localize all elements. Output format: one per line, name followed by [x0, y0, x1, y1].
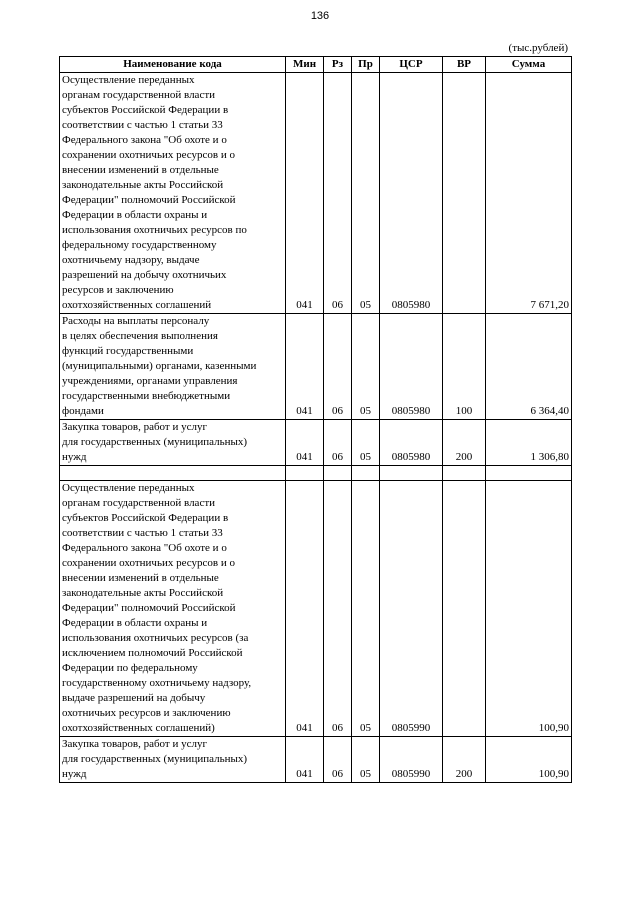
header-rz: Рз [324, 57, 352, 73]
row-rz: 06 [324, 420, 352, 466]
row-sum: 6 364,40 [486, 314, 572, 420]
row-vr: 200 [443, 420, 486, 466]
spacer-row [60, 466, 572, 481]
row-name: Осуществление переданных органам государственной власти субъектов Российской Федерации в соответствии с частью 1 статьи 33 Федерального закона "Об охоте и о сохранении охотничьих ресурсов и о внесении изменений в отдельные законодательные акты Российской Федерации" полномочий Российской Федерации в области охраны и использования охотничьих ресурсов по федеральному государственному охотничьему надзору, выдаче разрешений на добычу охотничьих ресурсов и заключению охотхозяйственных соглашений [60, 73, 286, 314]
header-sum: Сумма [486, 57, 572, 73]
row-sum: 100,90 [486, 481, 572, 737]
row-sum: 1 306,80 [486, 420, 572, 466]
table-row [60, 314, 572, 420]
header-pr: Пр [352, 57, 380, 73]
row-rz: 06 [324, 737, 352, 783]
row-csr: 0805980 [380, 420, 443, 466]
header-name: Наименование кода [60, 57, 286, 73]
row-name: Расходы на выплаты персоналу в целях обеспечения выполнения функций государственными (муниципальными) органами, казенными учреждениями, органами управления государственными внебюджетными фондами [60, 314, 286, 420]
row-rz: 06 [324, 481, 352, 737]
page-number: 136 [310, 10, 330, 22]
header-vr: ВР [443, 57, 486, 73]
row-pr: 05 [352, 737, 380, 783]
row-min: 041 [286, 737, 324, 783]
row-name: Закупка товаров, работ и услуг для государственных (муниципальных) нужд [60, 737, 286, 783]
row-pr: 05 [352, 73, 380, 314]
table-row [60, 481, 572, 737]
row-csr: 0805980 [380, 73, 443, 314]
header-row [60, 57, 572, 73]
row-csr: 0805980 [380, 314, 443, 420]
row-min: 041 [286, 73, 324, 314]
row-min: 041 [286, 420, 324, 466]
row-sum: 7 671,20 [486, 73, 572, 314]
row-sum: 100,90 [486, 737, 572, 783]
header-csr: ЦСР [380, 57, 443, 73]
row-vr [443, 481, 486, 737]
row-name: Закупка товаров, работ и услуг для государственных (муниципальных) нужд [60, 420, 286, 466]
header-min: Мин [286, 57, 324, 73]
row-vr: 200 [443, 737, 486, 783]
row-name: Осуществление переданных органам государственной власти субъектов Российской Федерации в соответствии с частью 1 статьи 33 Федерального закона "Об охоте и о сохранении охотничьих ресурсов и о внесении изменений в отдельные законодательные акты Российской Федерации" полномочий Российской Федерации в области охраны и использования охотничьих ресурсов (за исключением полномочий Российской Федерации по федеральному государственному охотничьему надзору, выдаче разрешений на добычу охотничьих ресурсов и заключению охотхозяйственных соглашений) [60, 481, 286, 737]
budget-table [59, 56, 572, 783]
row-pr: 05 [352, 314, 380, 420]
row-min: 041 [286, 481, 324, 737]
row-pr: 05 [352, 481, 380, 737]
units-label: (тыс.рублей) [508, 42, 568, 54]
row-csr: 0805990 [380, 481, 443, 737]
row-rz: 06 [324, 73, 352, 314]
row-pr: 05 [352, 420, 380, 466]
table-row [60, 420, 572, 466]
row-rz: 06 [324, 314, 352, 420]
table-row [60, 737, 572, 783]
row-csr: 0805990 [380, 737, 443, 783]
row-vr [443, 73, 486, 314]
row-vr: 100 [443, 314, 486, 420]
row-min: 041 [286, 314, 324, 420]
table-row [60, 73, 572, 314]
